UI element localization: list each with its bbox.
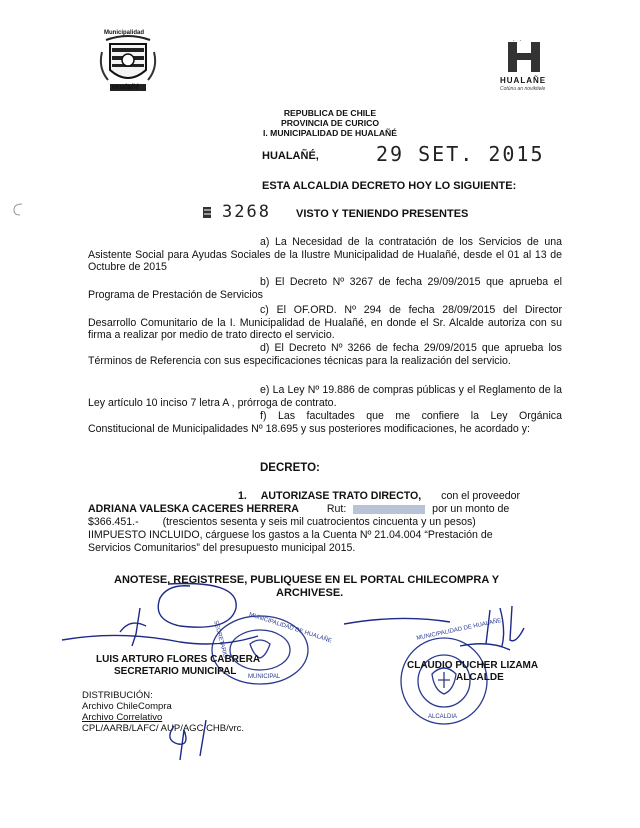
resolution-line-1	[238, 490, 520, 503]
resolution-number: 1.	[238, 490, 247, 502]
crest-bottom-text: Hualañé	[112, 84, 140, 91]
amount-value: $366.451.-	[88, 516, 139, 528]
distribution-line-1: Archivo ChileCompra	[82, 701, 172, 712]
header-municipalidad: I. MUNICIPALIDAD DE HUALAÑÉ	[263, 128, 397, 138]
mayor-name: CLAUDIO PUCHER LIZAMA	[407, 660, 539, 671]
seal-left-bottom-text: MUNICIPAL	[248, 674, 281, 680]
secretary-name: LUIS ARTURO FLORES CABRERA	[96, 654, 261, 665]
resolution-title: AUTORIZASE TRATO DIRECTO,	[260, 490, 422, 502]
seal-right-bottom-text: ALCALDIA	[428, 714, 458, 720]
brand-tagline: Cotúnu an noviktiele	[500, 86, 546, 92]
item-a: a) La Necesidad de la contratación de los Servicios de una Asistente Social para Ayudas Sociales de la Ilustre Municipalidad de Hualañé, desde el 01 al 13 de Octubre de 2015	[88, 236, 562, 273]
resolution-line-2	[88, 503, 509, 516]
item-f: f) Las facultades que me confiere la Ley Orgánica Constitucional de Municipalidades Nº 18.695 y sus posteriores modificaciones, he acordado y:	[88, 410, 562, 435]
handwritten-date: 29 SET. 2015	[376, 142, 545, 166]
page-marker-icon	[12, 202, 26, 216]
rut-label: Rut:	[326, 503, 347, 515]
amount-words: (trescientos sesenta y seis mil cuatrocientos cincuenta y un pesos)	[162, 516, 476, 528]
mayor-title: ALCALDE	[456, 672, 504, 683]
seal-right-top-text: MUNICIPALIDAD DE HUALAÑE	[416, 617, 502, 642]
decree-number: 3268	[222, 202, 271, 222]
closing-line-2: ARCHIVESE.	[276, 587, 344, 599]
resolution-line-4: IIMPUESTO INCLUIDO, cárguese los gastos a la Cuenta Nº 21.04.004 “Prestación de	[88, 529, 493, 541]
seal-left-top-text: MUNICIPALIDAD DE HUALAÑE	[248, 612, 333, 645]
item-c: c) El OF.ORD. Nº 294 de fecha 28/09/2015 del Director Desarrollo Comunitario de la I. Municipalidad de Hualañé, en donde el Sr. Alcalde autoriza con su firma a realizar por medio de trato directo el servicio.	[88, 304, 562, 341]
distribution-line-3: CPL/AARB/LAFC/ AUP/AGC/CHB/vrc.	[82, 723, 245, 734]
crest-top-text: Municipalidad	[104, 30, 145, 36]
hualane-brand-logo	[504, 40, 544, 74]
provider-name: ADRIANA VALESKA CACERES HERRERA	[88, 503, 299, 515]
closing-line-1: ANOTESE, REGISTRESE, PUBLIQUESE EN EL PORTAL CHILECOMPRA Y	[114, 574, 500, 586]
visto-heading: VISTO Y TENIENDO PRESENTES	[296, 208, 469, 220]
item-b: b) El Decreto Nº 3267 de fecha 29/09/2015 que aprueba el Programa de Prestación de Servicios	[88, 276, 562, 301]
initials-scribble	[160, 716, 220, 762]
resolution-line-3	[88, 516, 476, 529]
rut-redacted	[353, 505, 425, 514]
header-republica: REPUBLICA DE CHILE	[283, 108, 377, 118]
header-provincia: PROVINCIA DE CURICO	[280, 118, 380, 128]
secretary-title: SECRETARIO MUNICIPAL	[114, 666, 237, 677]
resolution-tail: con el proveedor	[441, 490, 521, 502]
seal-left-side-text: SECRETARIO	[212, 620, 228, 659]
resolution-line-5: Servicios Comunitarios” del presupuesto municipal 2015.	[88, 542, 356, 554]
brand-name: HUALAÑE	[500, 76, 547, 85]
decreto-heading: DECRETO:	[260, 462, 320, 474]
place-name: HUALAÑÉ,	[262, 150, 319, 162]
item-d: d) El Decreto Nº 3266 de fecha 29/09/2015 que aprueba los Términos de Referencia con sus especificaciones técnicas para la realización del servicio.	[88, 342, 562, 367]
amount-tail: por un monto de	[432, 503, 510, 515]
distribution-title: DISTRIBUCIÓN:	[82, 690, 153, 701]
header-block	[230, 108, 430, 138]
mayor-signature	[340, 600, 550, 660]
decree-marker-icon	[202, 206, 214, 220]
distribution-line-2: Archivo Correlativo	[82, 712, 163, 723]
item-e: e) La Ley Nº 19.886 de compras públicas y el Reglamento de la Ley artículo 10 inciso 7 letra A , prórroga de contrato.	[88, 384, 562, 409]
secretary-signature	[60, 578, 260, 654]
alcaldia-heading: ESTA ALCALDIA DECRETO HOY LO SIGUIENTE:	[262, 180, 517, 192]
